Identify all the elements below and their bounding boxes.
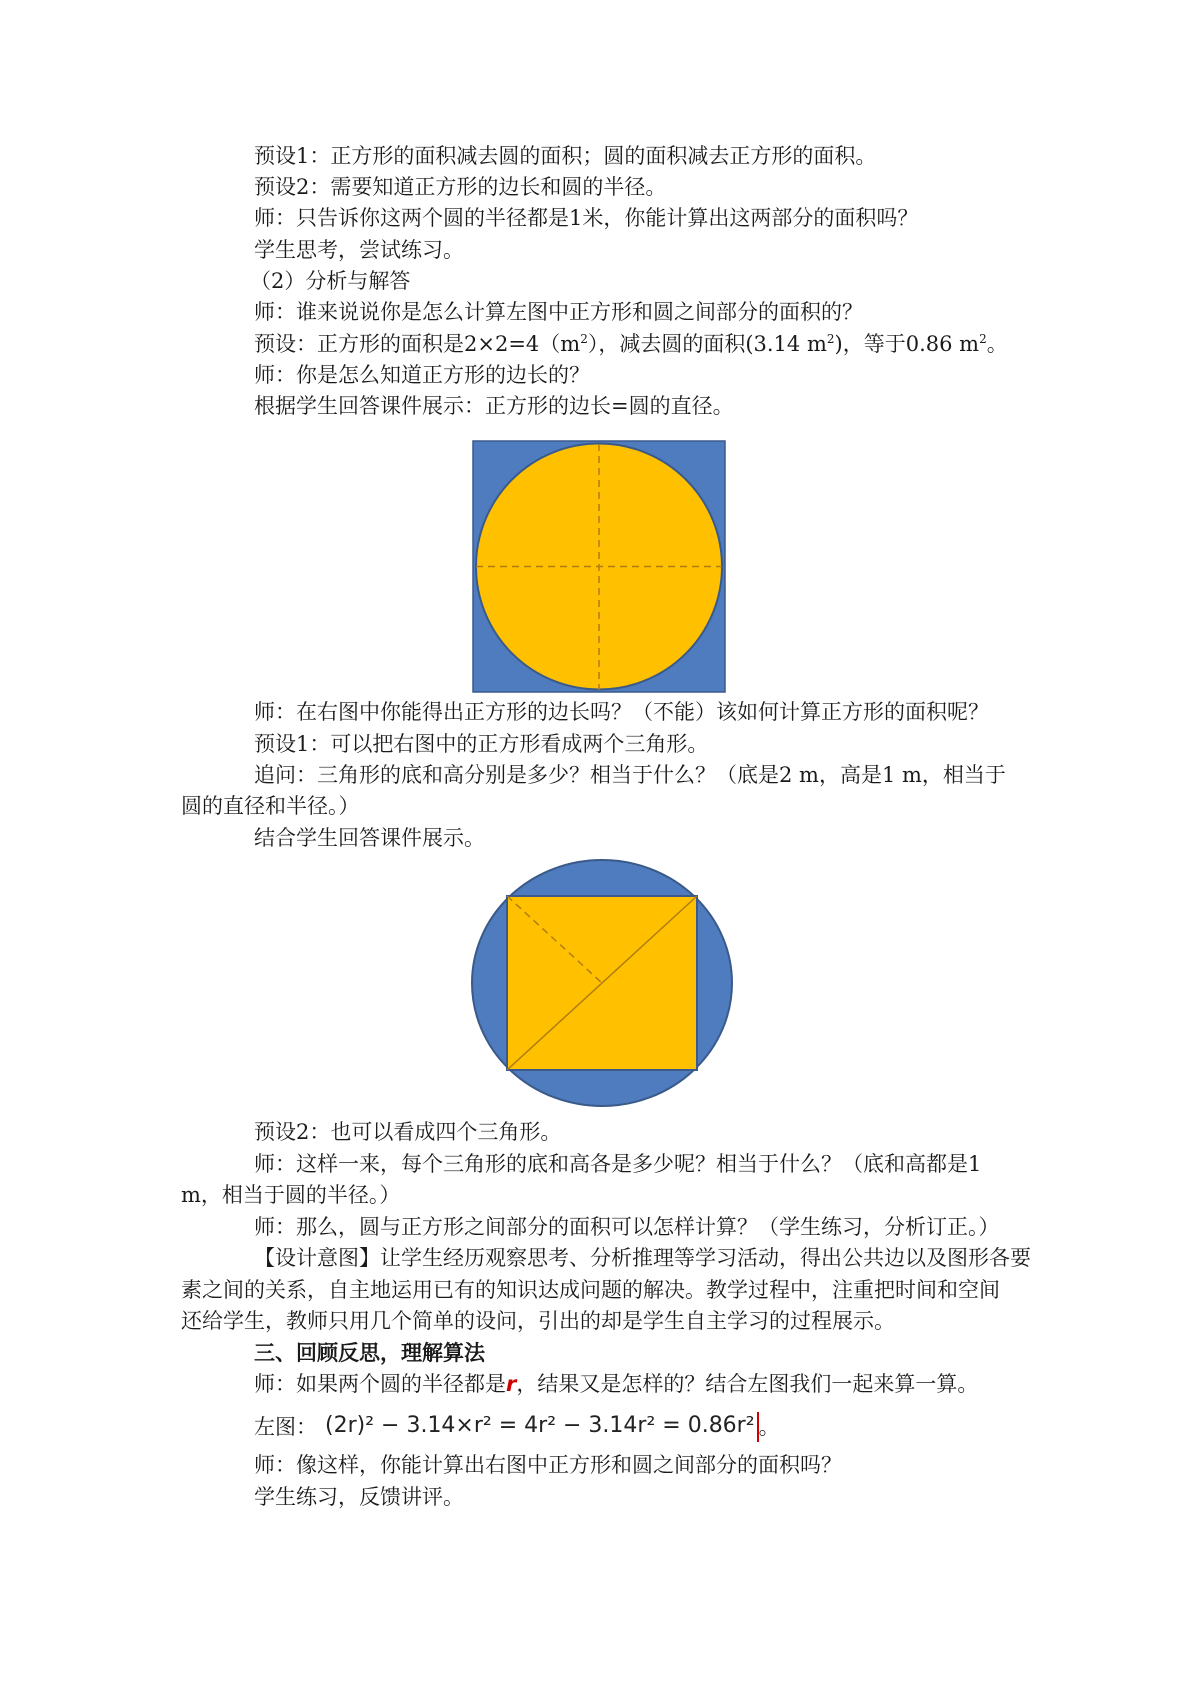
formula-line [254,1400,780,1442]
paragraph: 根据学生回答课件展示：正方形的边长=圆的直径。 [254,394,734,418]
paragraph: 预设1：可以把右图中的正方形看成两个三角形。 [254,732,709,756]
text-part: 师：如果两个圆的半径都是 [254,1372,506,1396]
paragraph: 还给学生，教师只用几个简单的设问，引出的却是学生自主学习的过程展示。 [181,1309,895,1333]
text-part: ），减去圆的面积(3.14 m [587,332,827,356]
superscript: 2 [979,332,987,346]
paragraph-with-units [254,329,1008,359]
paragraph: 圆的直径和半径。） [181,794,360,818]
paragraph: 学生练习，反馈讲评。 [254,1485,464,1509]
paragraph: 追问：三角形的底和高分别是多少？相当于什么？（底是2 m，高是1 m，相当于 [254,763,1006,787]
paragraph: 师：你是怎么知道正方形的边长的？ [254,363,590,387]
paragraph: 预设1：正方形的面积减去圆的面积；圆的面积减去正方形的面积。 [254,144,877,168]
section-subheading: （2）分析与解答 [250,269,411,293]
paragraph: 师：像这样，你能计算出右图中正方形和圆之间部分的面积吗？ [254,1453,842,1477]
text-part: 预设：正方形的面积是2×2=4（m [254,332,581,356]
paragraph: 学生思考，尝试练习。 [254,238,464,262]
paragraph: 素之间的关系，自主地运用已有的知识达成问题的解决。教学过程中，注重把时间和空间 [181,1278,1000,1302]
paragraph: m，相当于圆的半径。） [181,1183,401,1207]
area-formula: (2r)² − 3.14×r² = 4r² − 3.14r² = 0.86r² [325,1413,755,1438]
circle-with-square-figure [470,858,734,1108]
superscript: 2 [580,332,588,346]
formula-end: 。 [758,1415,780,1439]
formula-label: 左图： [254,1415,317,1439]
paragraph-with-variable [254,1369,978,1399]
paragraph: 师：只告诉你这两个圆的半径都是1米，你能计算出这两部分的面积吗？ [254,206,919,230]
text-part: )，等于0.86 m [834,332,980,356]
variable-r: r [506,1372,517,1396]
paragraph: 结合学生回答课件展示。 [254,826,485,850]
paragraph: 预设2：需要知道正方形的边长和圆的半径。 [254,175,667,199]
paragraph: 师：那么，圆与正方形之间部分的面积可以怎样计算？（学生练习，分析订正。） [254,1215,1000,1239]
paragraph: 师：在右图中你能得出正方形的边长吗？（不能）该如何计算正方形的面积呢？ [254,700,989,724]
section-heading: 三、回顾反思，理解算法 [254,1340,485,1365]
superscript: 2 [826,332,835,346]
paragraph: 师：谁来说说你是怎么计算左图中正方形和圆之间部分的面积的？ [254,300,863,324]
paragraph: 师：这样一来，每个三角形的底和高各是多少呢？相当于什么？（底和高都是1 [254,1152,982,1176]
text-part: ，结果又是怎样的？结合左图我们一起来算一算。 [516,1372,979,1396]
design-intent-paragraph: 【设计意图】让学生经历观察思考、分析推理等学习活动，得出公共边以及图形各要 [254,1246,1031,1270]
paragraph: 预设2：也可以看成四个三角形。 [254,1120,562,1144]
square-with-circle-figure [472,440,726,693]
text-part: 。 [986,332,1008,356]
